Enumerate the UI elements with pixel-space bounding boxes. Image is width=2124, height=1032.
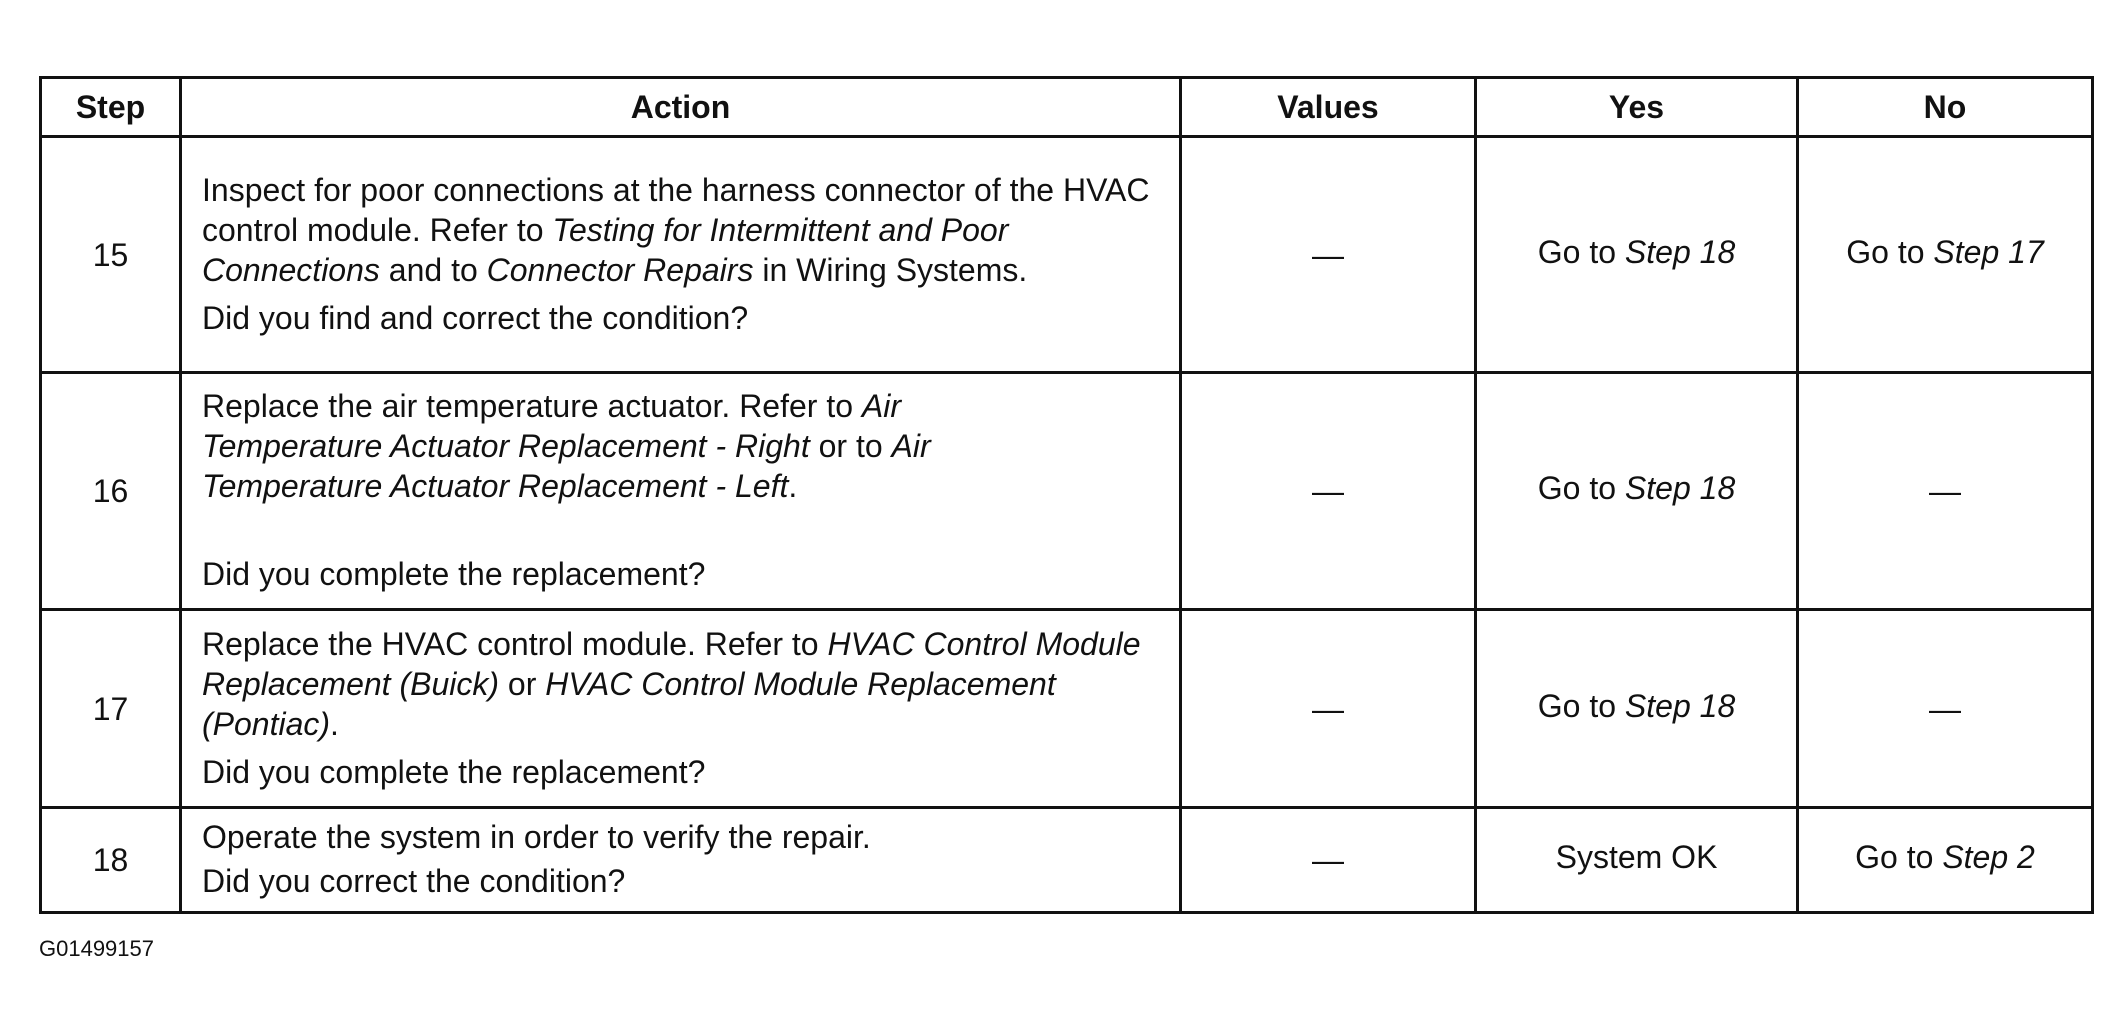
step-number: 18 [41,808,181,913]
yes-cell [1476,808,1798,913]
procedure-reference: Connector Repairs [486,251,754,288]
empty-value-dash: — [1929,473,1961,509]
values-cell [1181,610,1476,808]
header-step: Step [41,78,181,137]
procedure-reference: HVAC Control Module Replacement (Pontiac) [202,665,1056,742]
empty-value-dash: — [1312,236,1344,273]
spacer [202,506,1165,546]
action-instruction: Inspect for poor connections at the harness connector of the HVAC control module. Refer to Testing for Intermittent and Poor Connections and to Connector Repairs in Wiring Systems. [202,171,1150,288]
yes-result: Go to Step 18 [1537,687,1736,724]
action-cell [181,137,1181,373]
yes-cell [1476,610,1798,808]
step-link: Step 18 [1624,233,1736,270]
no-cell [1798,610,2093,808]
action-question: Did you complete the replacement? [202,753,706,790]
header-action: Action [181,78,1181,137]
action-cell [181,373,1181,610]
table-row [41,137,2093,373]
figure-id: G01499157 [39,936,154,961]
empty-value-dash: — [1312,842,1344,878]
values-cell [1181,137,1476,373]
no-cell [1798,808,2093,913]
step-number: 17 [41,610,181,808]
table-row [41,610,2093,808]
table-row [41,808,2093,913]
yes-result: Go to Step 18 [1537,233,1736,270]
header-yes: Yes [1476,78,1798,137]
action-question: Did you correct the condition? [202,863,626,899]
values-cell [1181,808,1476,913]
yes-cell [1476,137,1798,373]
no-cell [1798,137,2093,373]
no-result: Go to Step 2 [1855,839,2035,875]
no-cell [1798,373,2093,610]
no-result: Go to Step 17 [1846,233,2044,270]
step-number: 16 [41,373,181,610]
step-link: Step 18 [1624,470,1736,506]
step-link: Step 2 [1942,839,2035,875]
step-link: Step 18 [1624,687,1736,724]
table-row [41,373,2093,610]
header-no: No [1798,78,2093,137]
header-row [41,78,2093,137]
procedure-reference: HVAC Control Module Replacement (Buick) [202,625,1141,702]
step-number: 15 [41,137,181,373]
header-values: Values [1181,78,1476,137]
procedure-reference: Testing for Intermittent and Poor Connections [202,211,1009,288]
values-cell [1181,373,1476,610]
action-instruction: Operate the system in order to verify the repair. [202,819,871,855]
diagnostic-table [39,76,2094,914]
action-instruction: Replace the HVAC control module. Refer to HVAC Control Module Replacement (Buick) or HVAC Control Module Replacement (Pontiac). [202,625,1141,742]
action-cell [181,808,1181,913]
empty-value-dash: — [1929,690,1961,727]
step-link: Step 17 [1933,233,2044,270]
empty-value-dash: — [1312,473,1344,509]
yes-result: Go to Step 18 [1537,470,1736,506]
action-question: Did you complete the replacement? [202,556,706,592]
procedure-reference: Air Temperature Actuator Replacement - Right [202,388,902,464]
procedure-reference: Air Temperature Actuator Replacement - Left [202,428,931,504]
action-question: Did you find and correct the condition? [202,299,749,336]
yes-cell [1476,373,1798,610]
empty-value-dash: — [1312,690,1344,727]
action-instruction: Replace the air temperature actuator. Refer to Air Temperature Actuator Replacement - Right or to Air Temperature Actuator Replacement - Left. [202,388,931,504]
action-cell [181,610,1181,808]
yes-result: System OK [1555,839,1718,875]
